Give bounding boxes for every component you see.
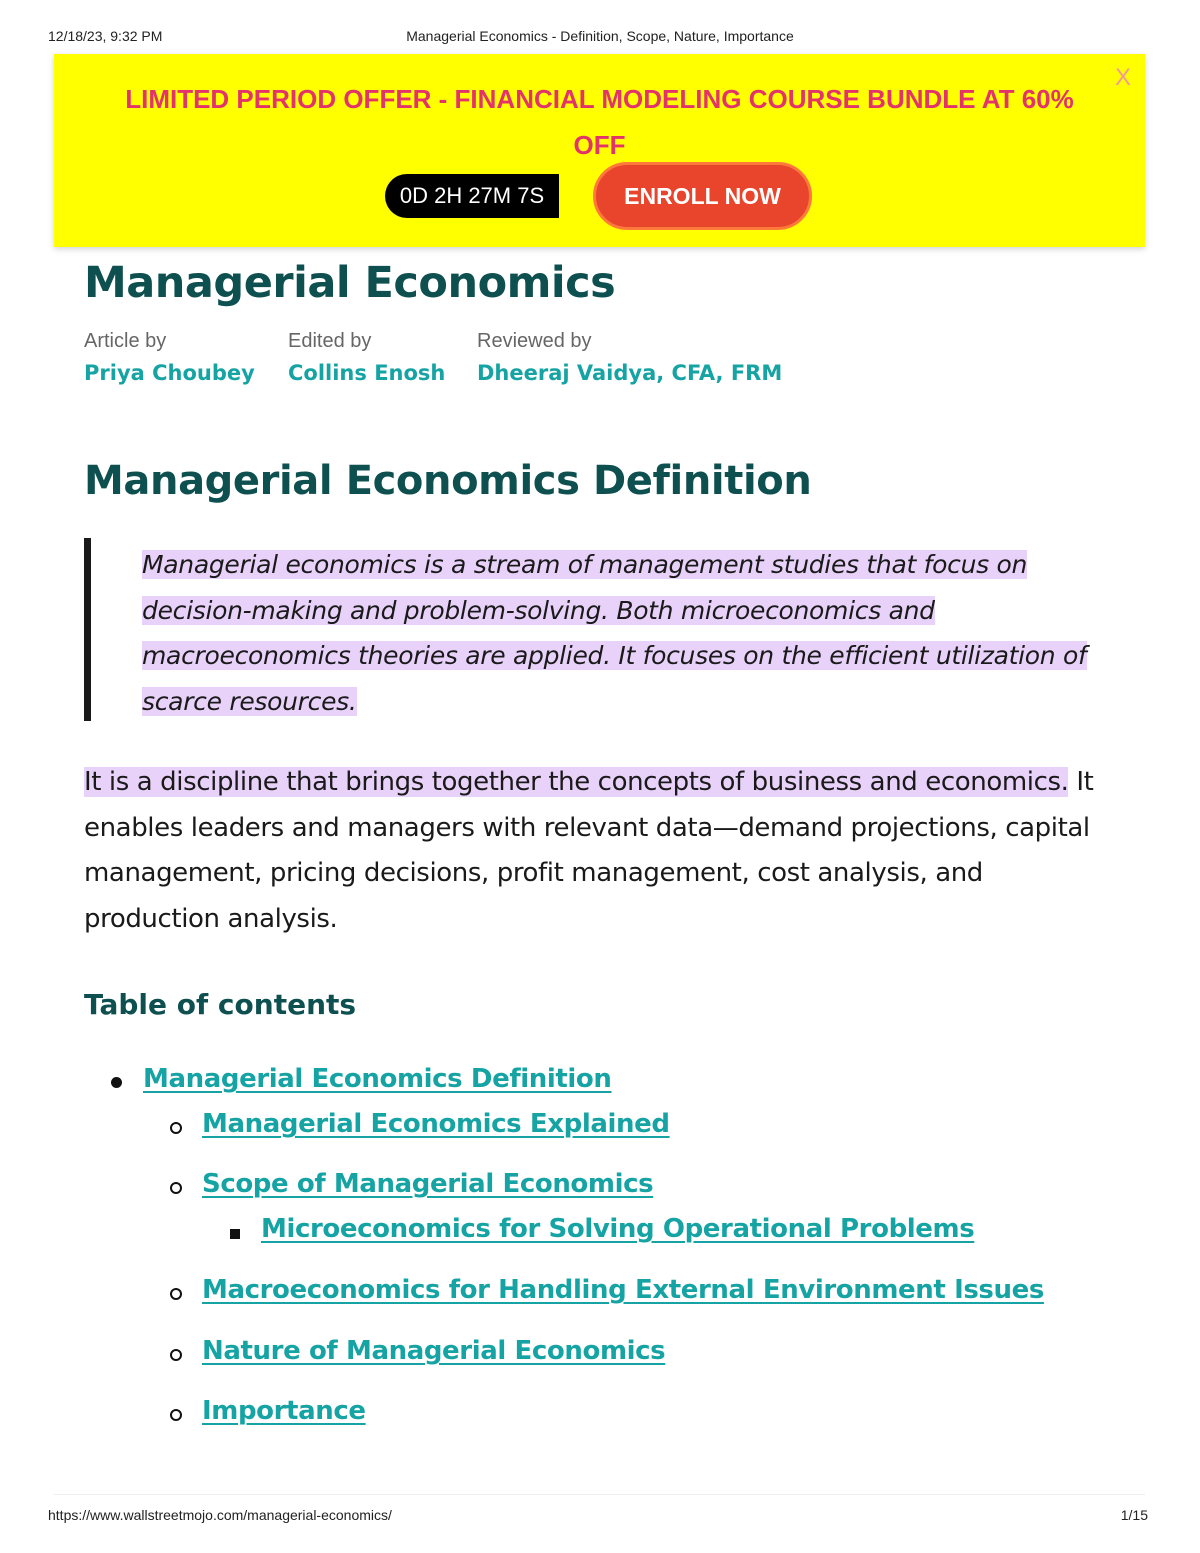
paragraph-text: It enables leaders and managers with relevant data—demand projections, capital management, pricing decisions, profit management, cost analysis, and production analysis. [84,767,1094,934]
article-title: Managerial Economics [84,258,616,308]
paragraph-highlight: It is a discipline that brings together the concepts of business and economics. [84,767,1069,797]
toc-link-microeconomics[interactable]: Microeconomics for Solving Operational Problems [261,1214,975,1244]
intro-paragraph [84,760,1124,942]
print-footer [0,1507,1200,1527]
promo-close-button[interactable]: X [1114,64,1131,91]
promo-offer-text: LIMITED PERIOD OFFER - FINANCIAL MODELING COURSE BUNDLE AT 60% OFF [125,84,1074,160]
print-url: https://www.wallstreetmojo.com/managerial-economics/ [48,1507,392,1523]
blockquote-bar [84,538,91,721]
toc-link-explained[interactable]: Managerial Economics Explained [202,1109,670,1139]
toc-link-macroeconomics[interactable]: Macroeconomics for Handling External Environment Issues [202,1275,1044,1305]
definition-highlight: Managerial economics is a stream of management studies that focus on decision-making and problem-solving. Both microeconomics and macroeconomics theories are applied. It focuses on the efficient utilization of scarce resources. [142,550,1087,716]
bullet-circle-icon [170,1288,182,1300]
bullet-square-icon [230,1229,240,1239]
bullet-circle-icon [170,1409,182,1421]
credit-reviewer [477,330,782,385]
bullet-circle-icon [170,1182,182,1194]
author-link[interactable]: Priya Choubey [84,361,255,385]
credit-author [84,330,255,385]
credit-role: Reviewed by [477,330,592,352]
toc-link-nature[interactable]: Nature of Managerial Economics [202,1336,666,1366]
print-page-number: 1/15 [1120,1507,1148,1523]
bullet-circle-icon [170,1349,182,1361]
print-page-title: Managerial Economics - Definition, Scope, Nature, Importance [406,28,794,44]
credit-role: Edited by [288,330,372,352]
print-header [0,28,1200,48]
print-datetime: 12/18/23, 9:32 PM [48,28,163,44]
bullet-circle-icon [170,1122,182,1134]
toc-title: Table of contents [84,988,357,1021]
reviewer-link[interactable]: Dheeraj Vaidya, CFA, FRM [477,361,783,385]
toc-link-importance[interactable]: Importance [202,1396,366,1426]
editor-link[interactable]: Collins Enosh [288,361,446,385]
credit-editor [288,330,445,385]
promo-banner [54,54,1145,247]
countdown-timer: 0D 2H 27M 7S [385,174,559,218]
toc-link-scope[interactable]: Scope of Managerial Economics [202,1169,654,1199]
definition-text [142,542,1117,724]
credit-role: Article by [84,330,167,352]
bullet-disc-icon [111,1077,122,1088]
enroll-now-button[interactable]: ENROLL NOW [593,162,812,230]
article-credits [84,330,984,400]
toc-link-definition[interactable]: Managerial Economics Definition [143,1064,612,1094]
footer-divider [54,1494,1145,1495]
definition-blockquote [84,538,1124,721]
section-heading: Managerial Economics Definition [84,458,812,504]
